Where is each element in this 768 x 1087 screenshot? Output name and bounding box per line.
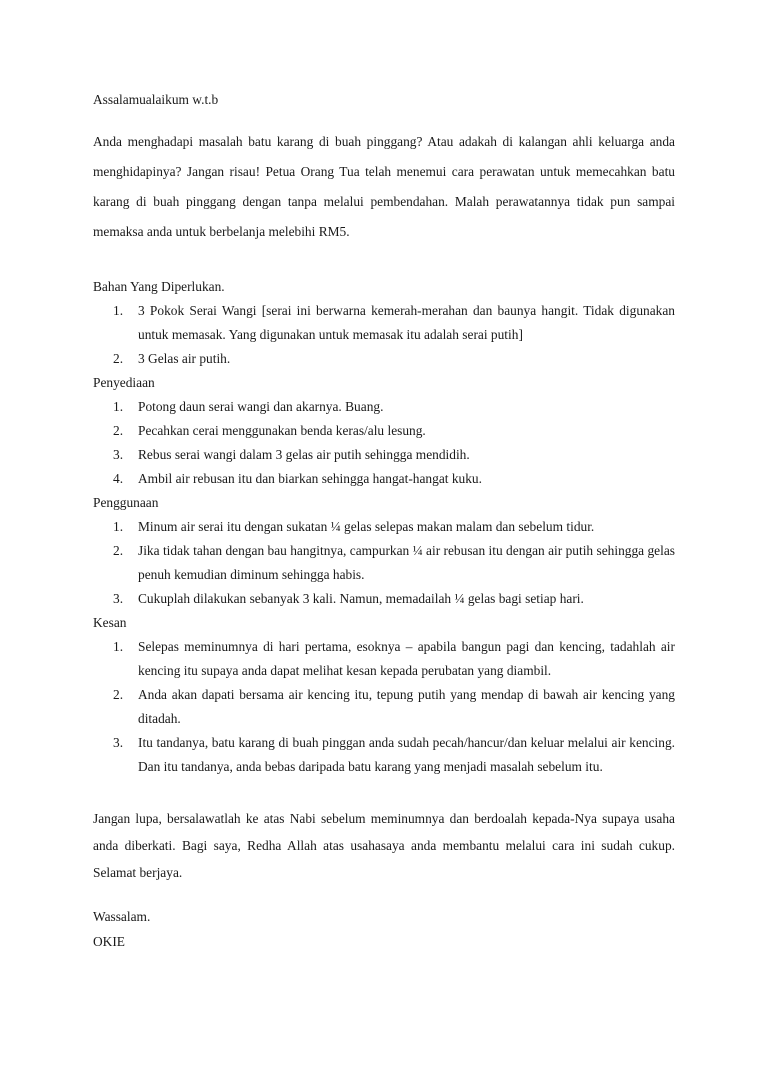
list-item-number: 3. xyxy=(113,591,124,606)
intro-paragraph: Anda menghadapi masalah batu karang di buah pinggang? Atau adakah di kalangan ahli keluarga anda menghidapinya? Jangan risau! Petua Orang Tua telah menemui cara perawatan untuk memecahkan batu karang di buah pinggang dengan tanpa melalui pembendahan. Malah perawatannya tidak pun sampai memaksa anda untuk berbelanja melebihi RM5. xyxy=(93,134,675,239)
signoff xyxy=(93,904,675,954)
list-item-text: Minum air serai itu dengan sukatan ¼ gelas selepas makan malam dan sebelum tidur. xyxy=(138,519,595,534)
list-item-number: 1. xyxy=(113,303,124,318)
list-item-text: 3 Pokok Serai Wangi [serai ini berwarna kemerah-merahan dan baunya hangit. Tidak digunakan untuk memasak. Yang digunakan untuk memasak itu adalah serai putih] xyxy=(138,303,675,342)
author-name: OKIE xyxy=(93,934,125,949)
list-item-text: Pecahkan cerai menggunakan benda keras/alu lesung. xyxy=(138,423,426,438)
closing-paragraph: Jangan lupa, bersalawatlah ke atas Nabi sebelum meminumnya dan berdoalah kepada-Nya supaya usaha anda diberkati. Bagi saya, Redha Allah atas usahasaya anda membantu melalui cara ini sudah cukup. Selamat berjaya. xyxy=(93,811,675,880)
list-item-number: 1. xyxy=(113,519,124,534)
list-item xyxy=(93,515,675,539)
list-item xyxy=(93,347,675,371)
list-item-text: Jika tidak tahan dengan bau hangitnya, campurkan ¼ air rebusan itu dengan air putih sehingga gelas penuh kemudian diminum sehingga habis. xyxy=(138,543,675,582)
list-item-number: 2. xyxy=(113,687,124,702)
list-item-text: Selepas meminumnya di hari pertama, esoknya – apabila bangun pagi dan kencing, tadahlah air kencing itu supaya anda dapat melihat kesan kepada perubatan yang diambil. xyxy=(138,639,675,678)
section-title-penggunaan: Penggunaan xyxy=(93,495,159,510)
greeting: Assalamualaikum w.t.b xyxy=(93,92,219,107)
list-item-text: Rebus serai wangi dalam 3 gelas air putih sehingga mendidih. xyxy=(138,447,470,462)
section-title-penyediaan: Penyediaan xyxy=(93,375,155,390)
list-item xyxy=(93,587,675,611)
document-page xyxy=(93,88,675,954)
list-item-text: 3 Gelas air putih. xyxy=(138,351,231,366)
list-item-text: Ambil air rebusan itu dan biarkan sehingga hangat-hangat kuku. xyxy=(138,471,482,486)
list-penyediaan xyxy=(93,395,675,491)
list-item xyxy=(93,419,675,443)
list-item xyxy=(93,299,675,347)
list-item-number: 2. xyxy=(113,543,124,558)
list-bahan xyxy=(93,299,675,371)
list-item xyxy=(93,683,675,731)
list-kesan xyxy=(93,635,675,779)
list-item-number: 4. xyxy=(113,471,124,486)
list-penggunaan xyxy=(93,515,675,611)
list-item xyxy=(93,635,675,683)
list-item-number: 1. xyxy=(113,399,124,414)
list-item-text: Itu tandanya, batu karang di buah pinggan anda sudah pecah/hancur/dan keluar melalui air kencing. Dan itu tandanya, anda bebas daripada batu karang yang menjadi masalah sebelum itu. xyxy=(138,735,675,774)
list-item-number: 2. xyxy=(113,351,124,366)
list-item xyxy=(93,731,675,779)
list-item xyxy=(93,539,675,587)
list-item-text: Anda akan dapati bersama air kencing itu, tepung putih yang mendap di bawah air kencing yang ditadah. xyxy=(138,687,675,726)
list-item-number: 3. xyxy=(113,735,124,750)
list-item xyxy=(93,395,675,419)
wassalam-text: Wassalam. xyxy=(93,909,151,924)
list-item-text: Potong daun serai wangi dan akarnya. Buang. xyxy=(138,399,384,414)
section-title-kesan: Kesan xyxy=(93,615,127,630)
list-item xyxy=(93,467,675,491)
list-item-number: 3. xyxy=(113,447,124,462)
list-item-number: 2. xyxy=(113,423,124,438)
list-item xyxy=(93,443,675,467)
list-item-number: 1. xyxy=(113,639,124,654)
section-title-bahan: Bahan Yang Diperlukan. xyxy=(93,279,225,294)
list-item-text: Cukuplah dilakukan sebanyak 3 kali. Namun, memadailah ¼ gelas bagi setiap hari. xyxy=(138,591,584,606)
